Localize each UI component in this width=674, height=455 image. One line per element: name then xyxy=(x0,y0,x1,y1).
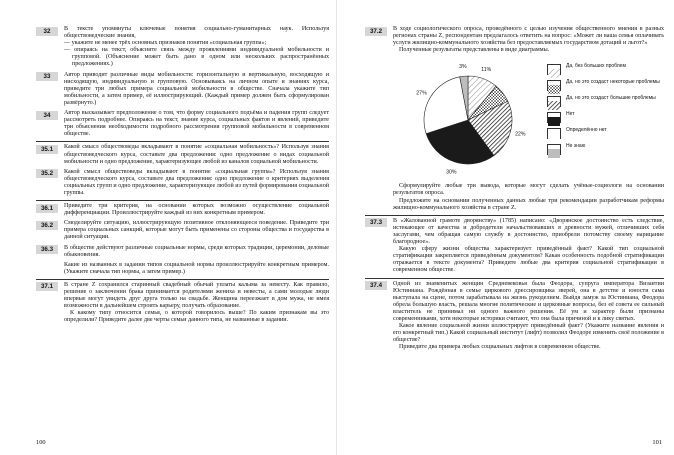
task-35-2 xyxy=(36,169,329,197)
task-text: В обществе действуют различные социальные нормы, среди которых традиции, церемонии, деловые обыкновения. xyxy=(64,244,329,258)
task-number: 32 xyxy=(36,27,58,36)
pie-slice-label: 22% xyxy=(515,131,526,138)
legend-item xyxy=(547,144,667,155)
task-text: Предложите на основании полученных данных любые три рекомендации разработчикам реформы жилищно-коммунального хозяйства в стране Z. xyxy=(393,197,664,211)
task-body xyxy=(64,203,329,217)
legend-item xyxy=(547,112,667,123)
task-body xyxy=(64,245,329,259)
task-text: В стране Z сохранился старинный свадебный обычай уплаты калыма за невесту. Как правило, решение о заключении брака принимается родителями жениха и невесты, а сами молодые люди впервые могут увидеть друг друга только на свадьбе. Женщина переезжает в дом мужа, не имея возможности в дальнейшем строить карьеру, получать образование. xyxy=(64,281,329,310)
pie-slice-label: 11% xyxy=(481,67,492,74)
task-33 xyxy=(36,72,329,107)
task-body xyxy=(64,26,329,69)
task-text: В тексте упомянуты ключевые понятия социально-гуманитарных наук. Используя обществоведческие знания, xyxy=(64,26,329,40)
task-text: Одной из знаменитых женщин Средневековья была Феодора, супруга императора Византии Юстиниана. Рождённая в семье циркового дрессировщика зверей, она в детстве и юности сама выступала на сцене, потом зарабатывала на жизнь рукоделием. Выйдя замуж за Юстиниана, Феодора обрела большую власть, решала многие политические и церковные вопросы, без её совета ее сильный властитель не принимал ни одного важного решения. Её ум и характер были признаны современниками, хотя некоторые историки считают, что она была причиной и к лику святых. xyxy=(393,280,664,322)
legend-label: Нет xyxy=(566,111,575,118)
task-text: Приведите два примера любых социальных лифтов в современном обществе. xyxy=(399,344,601,351)
task-text: Какой смысл обществоведы вкладывают в понятие «социальная группа»? Используя знания обществоведческого курса, составьте два предложения: одно предложение о критериях выделения социальных групп и одно предложение, характеризующее любой из путей формирования социальной группы. xyxy=(64,168,329,196)
task-text: Полученные результаты представлены в виде диаграммы. xyxy=(399,47,550,54)
task-34 xyxy=(36,110,329,138)
task-body xyxy=(64,169,329,197)
task-text: Автор высказывает предположение о том, что форму социального подъёма и падения групп следует рассмотреть подробнее. Опираясь на текст, знание курса, социальных фактов и явлений, приведите три объяснения необходимости подробного рассмотрения групповой мобильности в современном обществе. xyxy=(64,110,329,138)
right-tasks xyxy=(365,215,664,352)
legend-item xyxy=(547,96,667,107)
task-body xyxy=(64,220,329,241)
legend-swatch xyxy=(547,128,561,139)
legend-swatch xyxy=(547,64,561,75)
chart-legend xyxy=(547,64,667,160)
task-cont xyxy=(36,262,329,276)
task-text: — опираясь на текст, объясните связь между проявлениями индивидуальной мобильности и групповой. (Объяснение может быть дано в одном или нескольких распространённых предложениях.) xyxy=(64,47,329,68)
task-number: 37.1 xyxy=(36,282,58,291)
page-number-right: 101 xyxy=(652,439,662,446)
task-36-1 xyxy=(36,200,329,217)
task-body xyxy=(64,144,329,165)
task-text: Сформулируйте любые три вывода, которые могут сделать учёные-социологи на основании результатов опроса. xyxy=(393,183,664,197)
task-number: 33 xyxy=(36,72,58,81)
task-text: Какой смысл обществоведы вкладывают в понятие «социальная мобильность»? Используя знания обществоведческого курса, составьте два предложения: одно предложение о видах социальной мобильности и одно предложение, характеризующее любой из каналов социальной мобильности. xyxy=(64,144,329,165)
legend-swatch xyxy=(547,96,561,107)
task-text: Какое явление социальной жизни иллюстрирует приведённый факт? (Укажите название явления и его конкретный тип.) Какой социальный институт (лифт) позволил Феодоре изменить своё положение в обществе? xyxy=(393,323,664,344)
task-number: 34 xyxy=(36,111,58,120)
task-text: Какую сферу жизни общества характеризует приведённый факт? Какой тип социальной стратификации закрепляется приведённым документом? Какая особенность подобной стратификации отражается в тексте документа? Приведите любые два критерия социальной стратификации в современном обществе. xyxy=(393,246,664,274)
task-text: В «Жалованной грамоте дворянству» (1785) написано: «Дворянское достоинство есть следствие, истекающее от качества и добродетели начальствовавших в древности мужей, отличивших себя заслугами, чем обращая самую службу в достоинство, приобрели потомству своему нарицание благородное». xyxy=(393,217,664,246)
pie-slice-label: 3% xyxy=(459,64,467,71)
task-body xyxy=(393,281,664,352)
pie-slice-label: 30% xyxy=(446,169,457,176)
task-text: К какому типу относится семья, о которой говорилось выше? По каким признакам вы это определили? Приведите далее две черты семьи данного типа, не названные в задании. xyxy=(64,310,329,324)
page-number-left: 100 xyxy=(36,439,46,446)
task-text: Приведите три критерия, на основании которых возможно осуществление социальной дифференциации. Проиллюстрируйте каждый из них конкретным примером. xyxy=(64,203,329,217)
task-body xyxy=(393,26,664,212)
task-body xyxy=(64,282,329,325)
legend-label: Не знаю xyxy=(566,143,586,150)
task-number: 36.1 xyxy=(36,204,58,213)
task-37-2 xyxy=(365,26,664,212)
task-number: 36.3 xyxy=(36,245,58,254)
task-number: 37.4 xyxy=(365,281,387,290)
legend-item xyxy=(547,64,667,75)
task-text: Смоделируйте ситуацию, иллюстрирующую позитивное отклоняющееся поведение. Приведите три примера социальных санкций, которые могут быть применены со стороны общества и государства в данной ситуации. xyxy=(64,220,329,241)
task-number: 35.2 xyxy=(36,169,58,178)
task-36-2 xyxy=(36,220,329,241)
legend-label: Да, без больших проблем xyxy=(566,63,626,70)
task-body xyxy=(393,218,664,275)
pie-chart xyxy=(393,56,664,180)
task-text: В ходе социологического опроса, проведённого с целью изучения общественного мнения в разных регионах страны Z, респондентам предлагалось ответить на вопрос: «Может ли ваша семья оплачивать услуги жилищно-коммунального хозяйства без предоставляемых государством дотаций и льгот?» xyxy=(393,26,664,47)
task-35-1 xyxy=(36,141,329,165)
task-text: — укажите не менее трёх основных признаков понятия «социальная группа»; xyxy=(64,40,267,47)
task-37-4 xyxy=(365,278,664,352)
legend-swatch xyxy=(547,80,561,91)
legend-label: Да, но это создаст некоторые проблемы xyxy=(566,79,660,86)
pie-slice-label: 27% xyxy=(416,90,427,97)
task-text: Автор приводит различные виды мобильности: горизонтальную и вертикальную, восходящую и нисходящую, индивидуальную и групповую. Основываясь на личном опыте и знаниях курса, приведите три любых примера социальной мобильности в обществе. Сначала укажите тип мобильности, а затем пример, её иллюстрирующий. (Каждый пример должен быть сформулирован развёрнуто.) xyxy=(64,71,329,106)
task-37-1 xyxy=(36,279,329,325)
legend-item xyxy=(547,128,667,139)
task-36-3 xyxy=(36,245,329,259)
task-body xyxy=(64,72,329,107)
task-number: 36.2 xyxy=(36,221,58,230)
task-text: Какие из названных в задании типов социальной нормы проиллюстрируйте конкретным примером. (Укажите сначала тип нормы, а затем пример.) xyxy=(64,261,329,275)
task-number: 35.1 xyxy=(36,145,58,154)
task-37-3 xyxy=(365,215,664,275)
legend-swatch xyxy=(547,112,561,123)
legend-swatch xyxy=(547,144,561,155)
legend-item xyxy=(547,80,667,91)
task-number: 37.2 xyxy=(365,27,387,36)
task-body xyxy=(64,262,329,276)
task-32 xyxy=(36,26,329,69)
task-body xyxy=(64,110,329,138)
right-page xyxy=(337,0,674,455)
legend-label: Определённо нет xyxy=(566,127,607,134)
pie-chart-svg xyxy=(393,56,543,180)
legend-label: Да, но это создаст большие проблемы xyxy=(566,95,656,102)
task-number: 37.3 xyxy=(365,218,387,227)
